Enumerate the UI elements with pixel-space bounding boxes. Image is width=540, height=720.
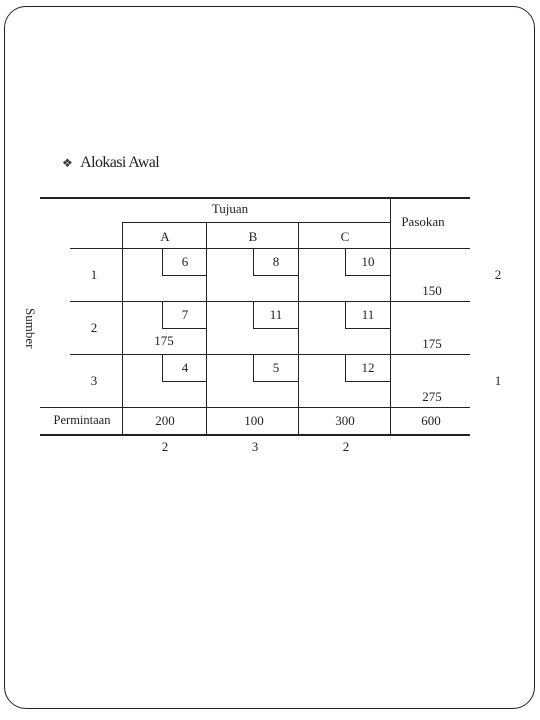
supply-2: 175 — [422, 336, 442, 351]
row-penalty-3: 1 — [494, 373, 502, 388]
col-line-b — [206, 222, 207, 434]
cost-box-line — [345, 328, 390, 329]
cost-box-line — [253, 354, 254, 381]
column-penalty-c: 2 — [342, 439, 350, 454]
slide-heading — [62, 154, 159, 172]
demand-b: 100 — [244, 413, 264, 428]
row-penalty-1: 2 — [494, 267, 502, 282]
cost-cell-2c: 11 — [361, 307, 375, 322]
cost-box-line — [253, 275, 298, 276]
cost-cell-1a: 6 — [181, 254, 189, 269]
cost-cell-2a: 7 — [181, 307, 189, 322]
row-line-2 — [70, 354, 470, 355]
col-line-c — [298, 222, 299, 434]
column-header-c: C — [340, 229, 350, 244]
row-line-header — [70, 248, 470, 249]
table-bottom-line — [40, 434, 470, 436]
cost-box-line — [162, 248, 163, 275]
demand-label: Permintaan — [53, 413, 111, 427]
cost-cell-3a: 4 — [181, 360, 189, 375]
col-line-a — [122, 222, 123, 434]
allocation-2a: 175 — [154, 333, 174, 348]
cost-box-line — [162, 354, 163, 381]
cost-box-line — [253, 248, 254, 275]
cost-box-line — [253, 381, 298, 382]
column-header-b: B — [248, 229, 258, 244]
col-line-supply — [390, 197, 391, 434]
column-header-a: A — [160, 229, 170, 244]
row-label-3: 3 — [90, 373, 98, 388]
cost-box-line — [345, 381, 390, 382]
bullet-icon: ❖ — [62, 156, 73, 170]
heading-text: Alokasi Awal — [80, 154, 160, 171]
cost-cell-3c: 12 — [361, 360, 375, 375]
column-penalty-b: 3 — [251, 439, 259, 454]
header-supply: Pasokan — [401, 214, 445, 229]
total-supply-demand: 600 — [421, 413, 441, 428]
cost-cell-3b: 5 — [272, 360, 280, 375]
supply-3: 275 — [422, 389, 442, 404]
cost-box-line — [253, 301, 254, 328]
supply-1: 150 — [422, 283, 442, 298]
row-line-1 — [70, 301, 470, 302]
table-top-line — [40, 197, 470, 199]
cost-box-line — [162, 301, 163, 328]
row-label-1: 1 — [90, 267, 98, 282]
cost-box-line — [345, 275, 390, 276]
header-destination: Tujuan — [211, 201, 249, 216]
column-header-line — [122, 222, 390, 223]
cost-box-line — [345, 301, 346, 328]
cost-box-line — [162, 275, 206, 276]
slide-frame — [4, 6, 535, 709]
cost-cell-2b: 11 — [269, 307, 283, 322]
cost-box-line — [345, 248, 346, 275]
cost-cell-1c: 10 — [361, 254, 375, 269]
cost-box-line — [162, 381, 206, 382]
row-line-3 — [40, 407, 470, 408]
cost-box-line — [162, 328, 206, 329]
cost-cell-1b: 8 — [272, 254, 280, 269]
column-penalty-a: 2 — [161, 439, 169, 454]
source-label: Sumber — [23, 308, 38, 349]
row-label-2: 2 — [90, 320, 98, 335]
demand-c: 300 — [335, 413, 355, 428]
cost-box-line — [345, 354, 346, 381]
cost-box-line — [253, 328, 298, 329]
demand-a: 200 — [155, 413, 175, 428]
